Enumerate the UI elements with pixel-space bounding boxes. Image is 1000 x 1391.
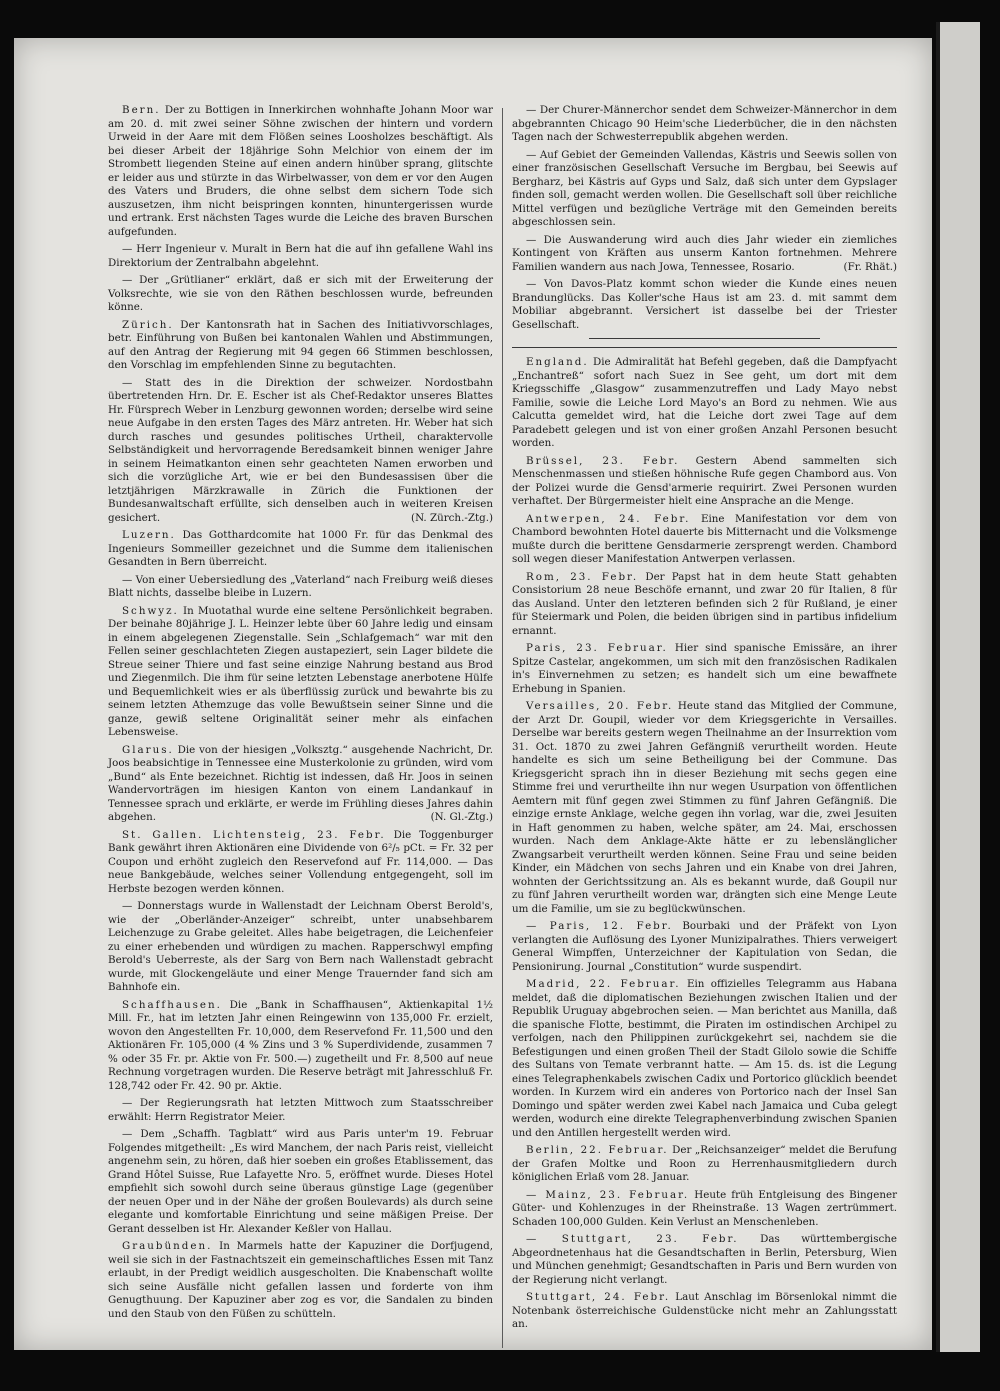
dateline: Rom, 23. Febr. [526, 570, 639, 583]
source-attribution: (N. Zürch.-Ztg.) [411, 511, 493, 524]
news-item [512, 978, 897, 1140]
news-item [108, 243, 493, 270]
news-item [108, 605, 493, 740]
dateline: Berlin, 22. Februar. [526, 1144, 669, 1156]
news-item [108, 574, 493, 601]
news-text: Ein offizielles Telegramm aus Habana meldet, daß die diplomatischen Beziehungen zwischen Italien und der Republik Uruguay abgebrochen seien. — Man berichtet aus Manilla, daß die spanische Flotte, bestimmt, die Piraten im ostindischen Archipel zu verfolgen, nach den Philippinen zurückgekehrt sei, nachdem sie die Befestigungen und einen großen Theil der Stadt Gilolo sowie die Schiffe des Sultans von Temate verbrannt hatte. — Am 15. ds. ist die Legung eines Telegraphenkabels zwischen Cadix und Portorico glücklich beendet worden. In Kurzem wird ein anderes von Portorico nach der Insel San Domingo und später werden zwei Kabel nach Jamaica und Cuba gelegt werden, wodurch eine direkte Telegraphenverbindung zwischen Spanien und den Antillen hergestellt werden wird. [512, 978, 897, 1139]
dateline: Brüssel, 23. Febr. [526, 454, 680, 467]
news-item [108, 1097, 493, 1124]
dateline: Paris, 23. Februar. [526, 642, 668, 654]
news-item [108, 319, 493, 373]
news-text: Die Toggenburger Bank gewährt ihren Aktionären eine Dividende von 6²/₅ pCt. = Fr. 32 per Coupon und erhöht zugleich den Reservefond auf Fr. 114,000. — Das neue Bankgebäude, welches seiner Vollendung entgegengeht, soll im Herbste bezogen werden können. [108, 828, 494, 895]
news-item [512, 571, 897, 639]
news-text: Der Papst hat in dem heute Statt gehabten Consistorium 28 neue Beschöfe ernannt, und zwar 20 für Italien, 8 für das Ausland. Unter den letzteren befinden sich 2 für Rußland, je einer für Steiermark und Polen, die beiden übrigen sind in partibus infidelium ernannt. [512, 570, 897, 637]
section-separator [512, 347, 897, 348]
news-text: Die „Bank in Schaffhausen“, Aktienkapital 1½ Mill. Fr., hat im letzten Jahr einen Reingewinn von 135,000 Fr. erzielt, wovon den Angestellten Fr. 10,000, dem Reservefond Fr. 11,500 und den Aktionären Fr. 105,000 (4 % Zins und 3 % Superdividende, zusammen 7 % oder 35 Fr. pr. Aktie von Fr. 500.—) zugetheilt und Fr. 8,500 auf neue Rechnung vorgetragen wurden. Die Reserve beträgt mit Jahresschluß Fr. 128,742 oder Fr. 42. 90 pr. Aktie. [108, 998, 493, 1092]
news-text: — Von Davos-Platz kommt schon wieder die Kunde eines neuen Brandunglücks. Das Koller'sche Haus ist am 23. d. mit sammt dem Mobiliar abgebrannt. Versichert ist dasselbe bei der Triester Gesellschaft. [512, 278, 897, 331]
news-item [512, 642, 897, 696]
newspaper-page [14, 38, 932, 1350]
dateline: Stuttgart, 24. Febr. [526, 1291, 671, 1303]
news-text: Gestern Abend sammelten sich Menschenmassen und stießen höhnische Rufe gegen Chambord aus. Von der Polizei wurde die Gensd'armerie requirirt. Zwei Personen wurden verhaftet. Der Bürgermeister hielt eine Ansprache an die Menge. [512, 454, 897, 507]
news-item [512, 104, 897, 145]
right-column [512, 104, 897, 1336]
right-column-foreign-news [512, 356, 897, 1332]
news-text: — Der „Grütlianer“ erklärt, daß er sich mit der Erweiterung der Volksrechte, wie sie von den Räthen beschlossen wurde, befreunden könne. [108, 274, 493, 313]
news-text: Das württembergische Abgeordnetenhaus hat die Gesandtschaften in Berlin, Petersburg, Wien und München genehmigt; Gesandtschaften in Paris und Bern wurden von der Regierung nicht verlangt. [512, 1233, 897, 1286]
dateline: Zürich. [122, 318, 174, 331]
news-text: Der zu Bottigen in Innerkirchen wohnhafte Johann Moor war am 20. d. mit zwei seiner Söhne zwischen der hintern und vordern Urweid in der Aare mit dem Flößen seines Loosholzes beschäftigt. Als bei dieser Arbeit der 18jährige Sohn Melchior von einem der im Strombett liegenden Steine auf einen andern hinüber sprang, glitschte er leider aus und stürzte in das Wirbelwasser, von dem er vor den Augen des Vaters und Bruders, die ohne selbst dem sichern Tode sich auszusetzen, ihm nicht beispringen konnten, hinuntergerissen wurde und ertrank. Erst nächsten Tages wurde die Leiche des braven Burschen aufgefunden. [108, 104, 493, 238]
news-text: — Der Regierungsrath hat letzten Mittwoch zum Staatsschreiber erwählt: Herrn Registrator Meier. [108, 1097, 493, 1123]
dateline: Versailles, 20. Febr. [526, 700, 674, 712]
dateline: — Mainz, 23. Februar. [526, 1188, 690, 1201]
column-rule [502, 108, 503, 1348]
news-item [108, 999, 493, 1094]
dateline: Glarus. [122, 743, 174, 756]
dateline: Graubünden. [122, 1240, 213, 1252]
news-text: Laut Anschlag im Börsenlokal nimmt die Notenbank österreichische Guldenstücke nicht mehr an Zahlungsstatt an. [512, 1291, 897, 1330]
news-item [108, 829, 493, 897]
news-item [512, 700, 897, 916]
news-item [108, 104, 493, 239]
news-item [512, 1291, 897, 1332]
news-text: Eine Manifestation vor dem von Chambord bewohnten Hotel dauerte bis Mitternacht und die Volksmenge mußte durch die berittene Gensdarmerie zersprengt werden. Chambord soll wegen dieser Manifestation Antwerpen verlassen. [512, 512, 897, 565]
news-item [512, 1189, 897, 1230]
news-text: Hier sind spanische Emissäre, an ihrer Spitze Castelar, angekommen, um sich mit den französischen Radikalen in's Einvernehmen zu setzen; es handelt sich um eine bewaffnete Erhebung in Spanien. [512, 642, 897, 695]
news-text: — Auf Gebiet der Gemeinden Vallendas, Kästris und Seewis sollen von einer französischen Gesellschaft Versuche im Bergbau, bei Seewis auf Bergharz, bei Kästris auf Gyps und Salz, daß sich unter dem Gypslager finden soll, gemacht werden wollen. Die Gesellschaft soll über reichliche Mittel verfügen und bezügliche Verträge mit den Gemeinden bereits abgeschlossen sein. [512, 148, 897, 228]
dateline: — Stuttgart, 23. Febr. [526, 1233, 739, 1245]
dateline: St. Gallen. Lichtensteig, 23. Febr. [122, 828, 386, 841]
dateline: Schwyz. [122, 604, 179, 617]
news-item [512, 1233, 897, 1287]
source-attribution: (N. Gl.-Ztg.) [430, 811, 493, 823]
news-text: Die Admiralität hat Befehl gegeben, daß die Dampfyacht „Enchantreß“ sofort nach Suez in See geht, um dort mit dem Kriegsschiffe „Glasgow“ zusammenzutreffen und Lady Mayo nebst Familie, sowie die Leiche Lord Mayo's an Bord zu nehmen. Wie aus Calcutta gemeldet wird, hat die Leiche dort zwei Tage auf dem Paradebett gelegen und ist von einer großen Anzahl Personen besucht worden. [512, 356, 897, 449]
news-item [512, 278, 897, 332]
short-separator [589, 338, 820, 339]
news-text: — Dem „Schaffh. Tagblatt“ wird aus Paris unter'm 19. Februar Folgendes mitgetheilt: „Es wird Manchem, der nach Paris reist, vielleicht angenehm sein, zu hören, daß hier soeben ein großes Etablissement, das Grand Hôtel Suisse, Rue Lafayette Nro. 5, eröffnet wurde. Dieses Hotel empfiehlt sich sowohl durch seine überaus günstige Lage (gegenüber der neuen Oper und in der Nähe der großen Boulevards) als durch seine elegante und komfortable Einrichtung und seine mäßigen Preise. Der Gerant desselben ist Hr. Alexander Keßler von Hallau. [108, 1128, 493, 1235]
left-column [108, 104, 493, 1325]
dateline: Luzern. [122, 529, 176, 541]
right-column-local-news [512, 104, 897, 332]
news-item [108, 900, 493, 995]
news-item [512, 1144, 897, 1185]
dateline: Bern. [122, 104, 161, 116]
dateline: — Paris, 12. Febr. [526, 920, 673, 932]
news-text: — Herr Ingenieur v. Muralt in Bern hat die auf ihn gefallene Wahl ins Direktorium der Zentralbahn abgelehnt. [108, 243, 493, 269]
news-text: Die von der hiesigen „Volksztg.“ ausgehende Nachricht, Dr. Joos beabsichtige in Tennessee eine Musterkolonie zu gründen, wird vom „Bund“ als Ente bezeichnet. Richtig ist indessen, daß Hr. Joos in seinen Wandervorträgen im hiesigen Kanton von einem Landankauf in Tennessee sprach und erklärte, er werde im Frühling dieses Jahres dahin abgehen. [108, 743, 493, 823]
news-item [512, 513, 897, 567]
source-attribution: (Fr. Rhät.) [843, 260, 897, 273]
adjacent-page-edge [936, 22, 980, 1352]
news-item [108, 529, 493, 570]
news-text: Heute stand das Mitglied der Commune, der Arzt Dr. Goupil, wieder vor dem Kriegsgerichte in Versailles. Derselbe war bereits gestern wegen Theilnahme an der Insurrektion vom 31. Oct. 1870 zu zwei Jahren Gefängniß verurtheilt worden. Heute handelte es sich um seine Betheiligung bei der Commune. Das Kriegsgericht sprach ihn in dieser Beziehung mit sechs gegen eine Stimme frei und verurtheilte ihn nur wegen Usurpation von öffentlichen Aemtern mit fünf gegen zwei Stimmen zu fünf Jahren Gefängniß. Die einzige ernste Anklage, welche gegen ihn vorlag, war die, zwei Jesuiten in Haft genommen zu haben, welche später, am 24. Mai, erschossen wurden. Nach dem Anklage-Akte hätte er zu lebenslänglicher Zwangsarbeit verurtheilt werden können. Seine Frau und seine beiden Kinder, ein Mädchen von sechs Jahren und ein Knabe von drei Jahren, wohnten der Gerichtssitzung an. Als es bekannt wurde, daß Goupil nur zu fünf Jahren verurtheilt worden war, drängten sich eine Menge Leute um die Familie, um sie zu beglückwünschen. [512, 700, 898, 915]
news-item [512, 920, 897, 974]
news-text: — Der Churer-Männerchor sendet dem Schweizer-Männerchor in dem abgebrannten Chicago 90 Heim'sche Liederbücher, die in den nächsten Tagen nach der Schwesterrepublik abgehen werden. [512, 104, 897, 143]
news-text: — Die Auswanderung wird auch dies Jahr wieder ein ziemliches Kontingent von Kräften aus unserm Kanton fortnehmen. Mehrere Familien wandern aus nach Jowa, Tennessee, Rosario. [512, 233, 897, 273]
news-text: In Marmels hatte der Kapuziner die Dorfjugend, weil sie sich in der Fastnachtszeit ein gemeinschaftliches Essen mit Tanz erlaubt, in der Predigt weidlich ausgescholten. Die Knabenschaft wollte sich seine Ausfälle nicht gefallen lassen und forderte von ihm Genugthuung. Der Kapuziner aber zog es vor, die Sandalen zu binden und den Staub von den Füßen zu schütteln. [108, 1240, 493, 1320]
news-text: Bourbaki und der Präfekt von Lyon verlangten die Auflösung des Lyoner Munizipalrathes. Thiers verweigert General Wimpffen, Unterzeichner der Kapitulation von Sedan, die Pensionirung. Journal „Constitution“ wurde suspendirt. [512, 920, 897, 973]
dateline: Schaffhausen. [122, 998, 222, 1011]
dateline: Madrid, 22. Februar. [526, 978, 681, 990]
news-text: — Von einer Uebersiedlung des „Vaterland“ nach Freiburg weiß dieses Blatt nichts, dasselbe bleibe in Luzern. [108, 573, 493, 599]
news-item [512, 455, 897, 509]
news-item [512, 149, 897, 230]
news-item [108, 377, 493, 526]
news-item [108, 274, 493, 315]
dateline: Antwerpen, 24. Febr. [526, 512, 691, 525]
news-item [108, 744, 493, 825]
news-text: Das Gotthardcomite hat 1000 Fr. für das Denkmal des Ingenieurs Sommeiller gezeichnet und die Summe dem italienischen Gesandten in Bern überreicht. [108, 529, 493, 568]
dateline: England. [526, 356, 589, 368]
news-item [512, 234, 897, 275]
news-item [108, 1240, 493, 1321]
news-item [512, 356, 897, 451]
news-text: In Muotathal wurde eine seltene Persönlichkeit begraben. Der beinahe 80jährige J. L. Heinzer lebte über 60 Jahre ledig und einsam in einem abgelegenen Ziegenstalle. Sein „Schlafgemach“ war mit den Fellen seiner geschlachteten Ziegen austapeziert, sein Lager bildete die Streue seiner Thiere und fast seine einzige Nahrung bestand aus Brod und Ziegenmilch. Die ihm für seine letzten Lebenstage anerbotene Hülfe und Bequemlichkeit wies er als überflüssig zurück und bewahrte bis zu seinem letzten Athemzuge das volle Bewußtsein seiner Sinne und die ganze, gewiß seltene Originalität seiner mehr als einfachen Lebensweise. [108, 604, 493, 738]
news-text: — Statt des in die Direktion der schweizer. Nordostbahn übertretenden Hrn. Dr. E. Escher ist als Chef-Redaktor unseres Blattes Hr. Fürsprech Weber in Lenzburg gewonnen worden; derselbe wird seine neue Aufgabe in den ersten Tages des März antreten. Hr. Weber hat sich durch rasches und gesundes politisches Urtheil, charaktervolle Selbständigkeit und hervorragende Beredsamkeit binnen weniger Jahre in seinem Heimatkanton einen sehr geachteten Namen erworben und sich die vorzügliche Art, wie er bei den Bundesassisen über die letztjährigen Märzkrawalle in Zürich die Funktionen der Bundesanwaltschaft erfüllte, sich denselben auch in weiteren Kreisen gesichert. [108, 376, 493, 524]
news-text: Der „Reichsanzeiger“ meldet die Berufung der Grafen Moltke und Roon zu Herrenhausmitgliedern durch königlichen Erlaß vom 28. Januar. [512, 1144, 897, 1183]
news-text: Heute früh Entgleisung des Bingener Güter- und Kohlenzuges in der Rheinstraße. 13 Wagen zertrümmert. Schaden 100,000 Gulden. Kein Verlust an Menschenleben. [512, 1188, 897, 1228]
news-text: — Donnerstags wurde in Wallenstadt der Leichnam Oberst Berold's, wie der „Oberländer-Anzeiger“ schreibt, unter unabsehbarem Leichenzuge zu Grabe geleitet. Alles habe beigetragen, die Leichenfeier zu einer erhebenden und würdigen zu machen. Rapperschwyl empfing Berold's Ueberreste, als der Sarg von Bern nach Wallenstadt gebracht wurde, mit Glockengeläute und einer Menge Trauernder fand sich am Bahnhofe ein. [108, 900, 493, 993]
news-text: Der Kantonsrath hat in Sachen des Initiativvorschlages, betr. Einführung von Bußen bei kantonalen Wahlen und Abstimmungen, auf den Antrag der Regierung mit 94 gegen 66 Stimmen beschlossen, den Vorschlag im empfehlenden Sinne zu begutachten. [108, 318, 493, 371]
news-item [108, 1128, 493, 1236]
